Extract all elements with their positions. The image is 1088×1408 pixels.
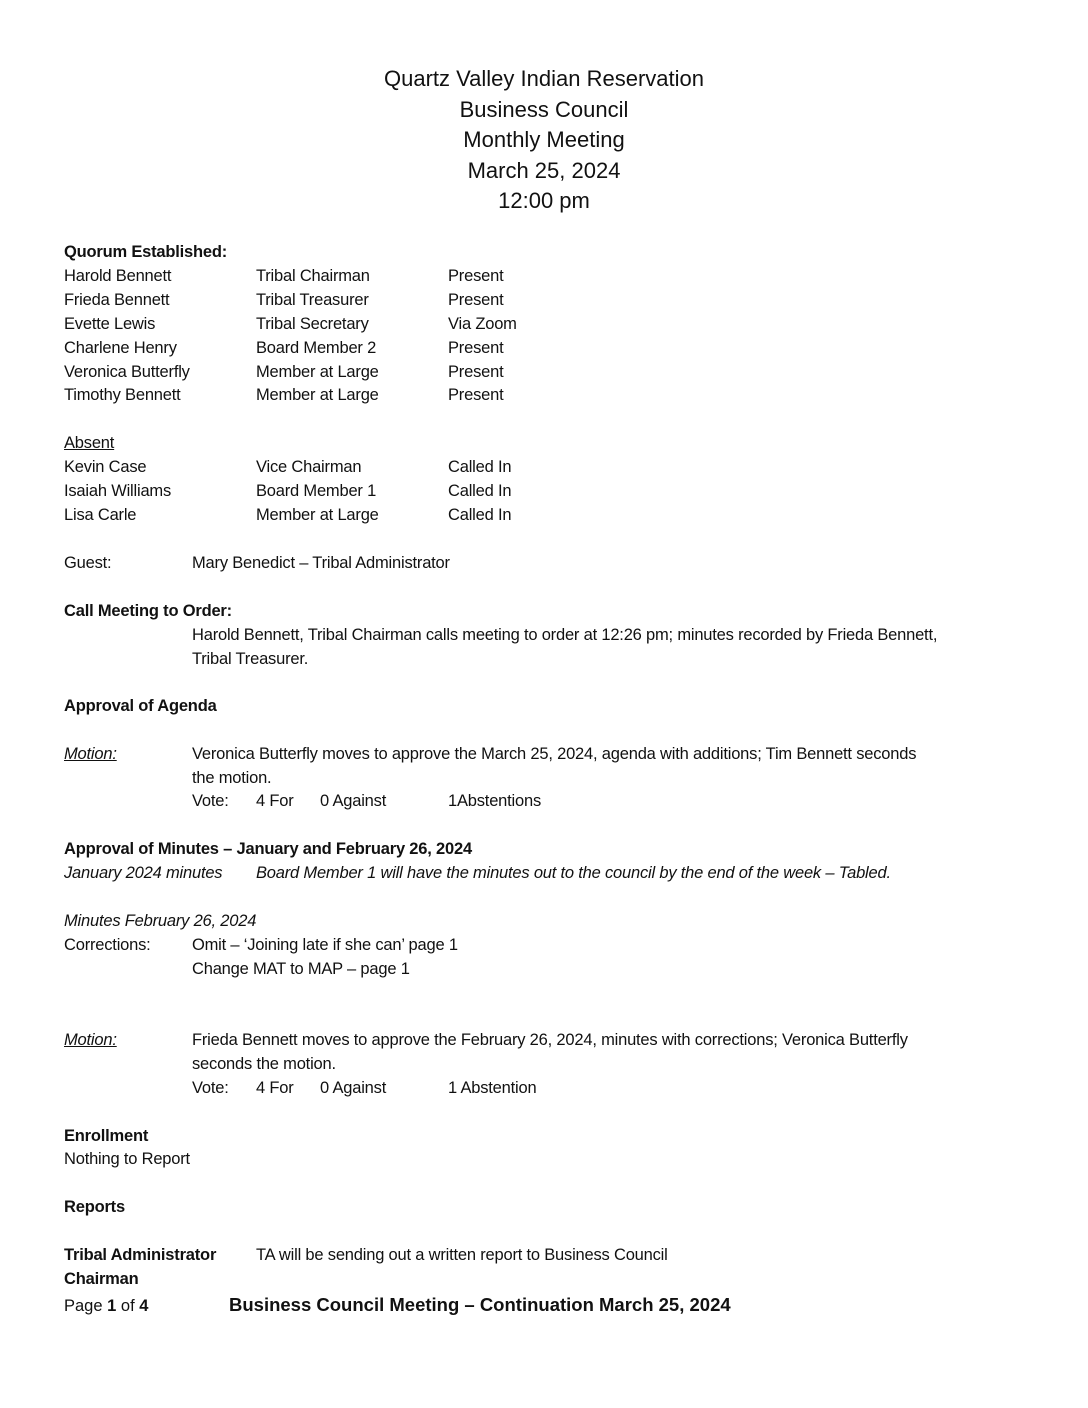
report-label-chairman: Chairman xyxy=(64,1270,139,1288)
member-role: Vice Chairman xyxy=(256,458,362,476)
quorum-heading: Quorum Established: xyxy=(64,243,228,261)
member-name: Timothy Bennett xyxy=(64,386,181,404)
member-name: Evette Lewis xyxy=(64,315,156,333)
correction-item: Change MAT to MAP – page 1 xyxy=(192,960,410,978)
call-to-order-heading: Call Meeting to Order: xyxy=(64,602,232,620)
enrollment-heading: Enrollment xyxy=(64,1127,149,1145)
member-status: Called In xyxy=(448,482,512,500)
council-name: Business Council xyxy=(459,96,629,122)
member-role: Board Member 2 xyxy=(256,339,377,357)
member-status: Present xyxy=(448,363,504,381)
report-label-tribal-administrator: Tribal Administrator xyxy=(64,1246,217,1264)
corrections-label: Corrections: xyxy=(64,936,151,954)
member-name: Lisa Carle xyxy=(64,506,137,524)
member-role: Tribal Treasurer xyxy=(256,291,369,309)
enrollment-text: Nothing to Report xyxy=(64,1150,190,1168)
january-minutes-text: Board Member 1 will have the minutes out to the council by the end of the week – Tabled. xyxy=(256,864,891,882)
member-status: Via Zoom xyxy=(448,315,517,333)
member-status: Present xyxy=(448,291,504,309)
motion-text: Veronica Butterfly moves to approve the March 25, 2024, agenda with additions; Tim Bennett seconds xyxy=(192,745,917,763)
member-role: Board Member 1 xyxy=(256,482,377,500)
motion-text-cont: the motion. xyxy=(192,769,272,787)
guest-value: Mary Benedict – Tribal Administrator xyxy=(192,554,450,572)
member-role: Member at Large xyxy=(256,363,379,381)
member-role: Member at Large xyxy=(256,386,379,404)
page-number xyxy=(64,1294,148,1318)
vote-for: 4 For xyxy=(256,1079,294,1097)
minutes-heading: Approval of Minutes – January and February 26, 2024 xyxy=(64,840,472,858)
page-total: 4 xyxy=(139,1297,149,1315)
motion-label: Motion: xyxy=(64,745,117,763)
vote-abstain: 1 Abstention xyxy=(448,1079,537,1097)
january-minutes-label: January 2024 minutes xyxy=(64,864,223,882)
guest-label: Guest: xyxy=(64,554,112,572)
vote-against: 0 Against xyxy=(320,792,387,810)
member-status: Present xyxy=(448,267,504,285)
member-role: Tribal Chairman xyxy=(256,267,370,285)
member-name: Veronica Butterfly xyxy=(64,363,190,381)
meeting-type: Monthly Meeting xyxy=(463,127,625,152)
member-name: Charlene Henry xyxy=(64,339,177,357)
reports-heading: Reports xyxy=(64,1198,125,1216)
vote-label: Vote: xyxy=(192,1079,229,1097)
correction-item: Omit – ‘Joining late if she can’ page 1 xyxy=(192,936,458,954)
motion-text: Frieda Bennett moves to approve the February 26, 2024, minutes with corrections; Veronica Butterfly xyxy=(192,1031,908,1049)
member-status: Called In xyxy=(448,506,512,524)
february-minutes-label: Minutes February 26, 2024 xyxy=(64,912,257,930)
document-header xyxy=(0,64,1088,217)
vote-against: 0 Against xyxy=(320,1079,387,1097)
member-name: Kevin Case xyxy=(64,458,147,476)
call-to-order-text-cont: Tribal Treasurer. xyxy=(192,650,309,668)
agenda-heading: Approval of Agenda xyxy=(64,697,217,715)
page-of: of xyxy=(116,1297,140,1315)
member-role: Tribal Secretary xyxy=(256,315,369,333)
member-name: Harold Bennett xyxy=(64,267,172,285)
member-name: Frieda Bennett xyxy=(64,291,170,309)
member-status: Present xyxy=(448,339,504,357)
member-status: Called In xyxy=(448,458,512,476)
page-current: 1 xyxy=(107,1297,117,1315)
motion-label: Motion: xyxy=(64,1031,117,1049)
report-text-tribal-administrator: TA will be sending out a written report to Business Council xyxy=(256,1246,668,1264)
member-name: Isaiah Williams xyxy=(64,482,172,500)
member-role: Member at Large xyxy=(256,506,379,524)
vote-abstain: 1Abstentions xyxy=(448,792,541,810)
meeting-date: March 25, 2024 xyxy=(467,157,621,183)
footer-title: Business Council Meeting – Continuation March 25, 2024 xyxy=(229,1294,731,1315)
org-name: Quartz Valley Indian Reservation xyxy=(384,66,704,91)
vote-for: 4 For xyxy=(256,792,294,810)
call-to-order-text: Harold Bennett, Tribal Chairman calls meeting to order at 12:26 pm; minutes recorded by Frieda Bennett, xyxy=(192,626,938,644)
meeting-time: 12:00 pm xyxy=(498,188,590,213)
page-prefix: Page xyxy=(64,1297,108,1315)
motion-text-cont: seconds the motion. xyxy=(192,1055,336,1073)
vote-label: Vote: xyxy=(192,792,229,810)
member-status: Present xyxy=(448,386,504,404)
absent-heading: Absent xyxy=(64,434,115,452)
